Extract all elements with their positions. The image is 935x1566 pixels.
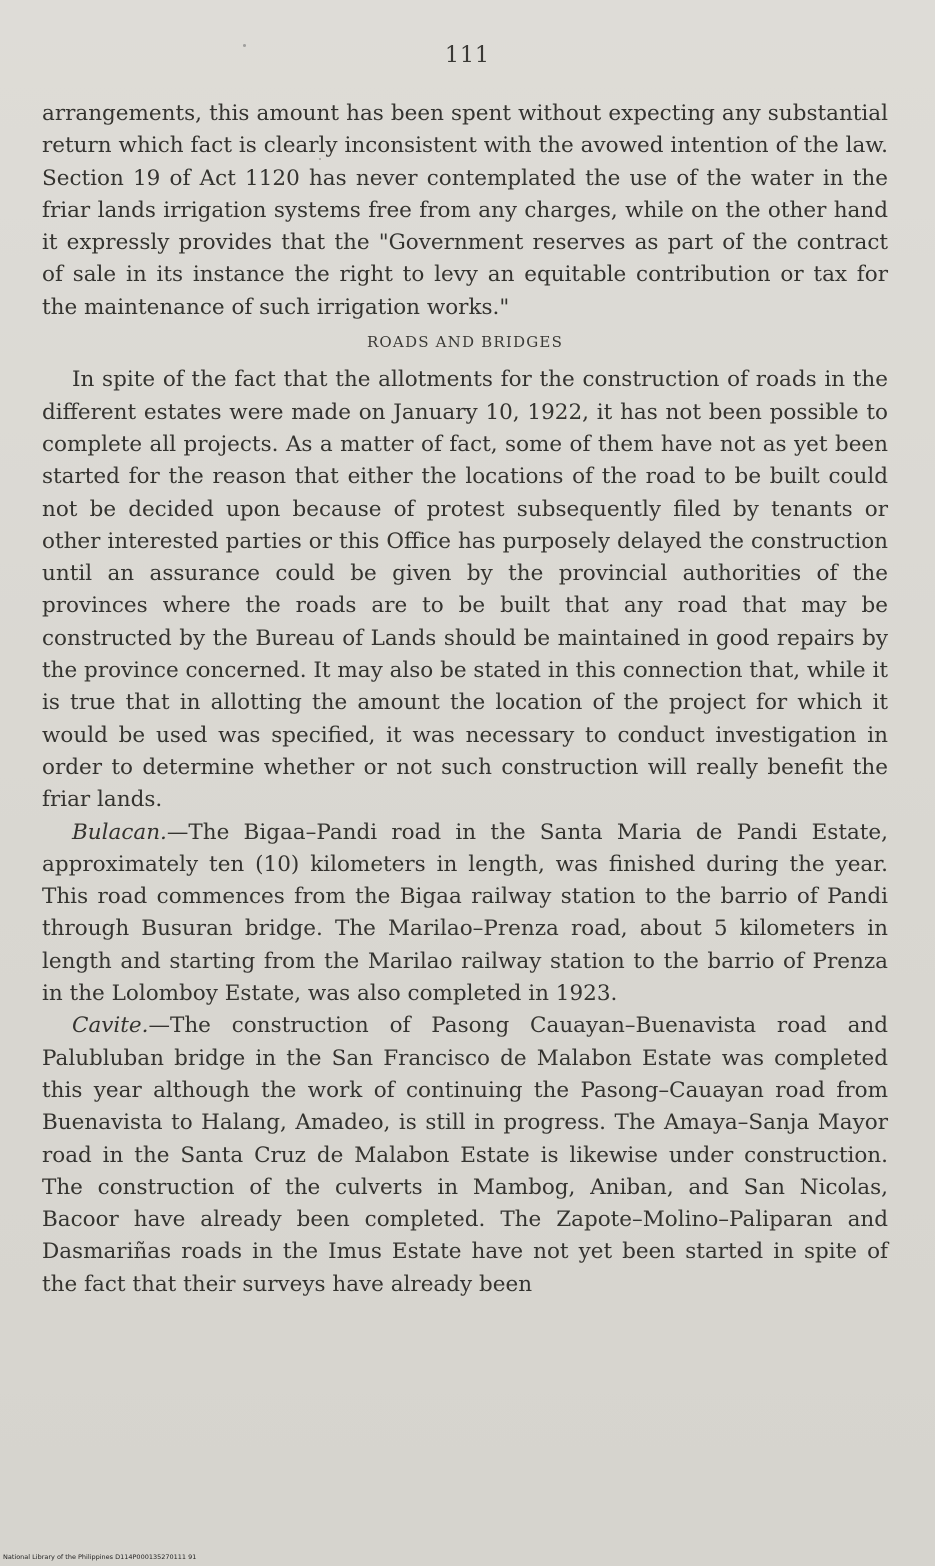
paragraph-bulacan xyxy=(42,817,888,1011)
cavite-lead: Cavite. xyxy=(72,1013,149,1039)
scan-footer: National Library of the Philippines D114P000135270111 91 xyxy=(3,1553,197,1561)
paragraph-cavite xyxy=(42,1010,888,1301)
bulacan-text: —The Bigaa–Pandi road in the Santa Maria de Pandi Estate, approximately ten (10) kilometers in length, was finished during the year. This road commences from the Bigaa railway station to the barrio of Pandi through Busuran bridge. The Marilao–Prenza road, about 5 kilometers in length and starting from the Marilao railway station to the barrio of Prenza in the Lolomboy Estate, was also completed in 1923. xyxy=(42,819,888,1007)
paragraph-roads-intro: In spite of the fact that the allotments for the construction of roads in the different estates were made on January 10, 1922, it has not been possible to complete all projects. As a matter of fact, some of them have not as yet been started for the reason that either the locations of the road to be built could not be decided upon because of protest subsequently filed by tenants or other interested parties or this Office has purposely delayed the construction until an assurance could be given by the provincial authorities of the provinces where the roads are to be built that any road that may be constructed by the Bureau of Lands should be maintained in good repairs by the province concerned. It may also be stated in this connection that, while it is true that in allotting the amount the location of the project for which it would be used was specified, it was necessary to conduct investigation in order to determine whether or not such construction will really benefit the friar lands. xyxy=(42,367,888,813)
body-text xyxy=(42,98,888,1301)
bulacan-lead: Bulacan. xyxy=(72,819,167,845)
paragraph-continuation: arrangements, this amount has been spent without expecting any substantial return which fact is clearly inconsistent with the avowed intention of the law. Section 19 of Act 1120 has never contemplated the use of the water in the friar lands irrigation systems free from any charges, while on the other hand it expressly provides that the "Government reserves as part of the contract of sale in its instance the right to levy an equitable contribution or tax for the maintenance of such irrigation works." xyxy=(42,101,888,320)
cavite-text: —The construction of Pasong Cauayan–Buenavista road and Palubluban bridge in the San Francisco de Malabon Estate was completed this year although the work of continuing the Pasong–Cauayan road from Buenavista to Halang, Amadeo, is still in progress. The Amaya–Sanja Mayor road in the Santa Cruz de Malabon Estate is likewise under construction. The construction of the culverts in Mambog, Aniban, and San Nicolas, Bacoor have already been completed. The Zapote–Molino–Paliparan and Dasmariñas roads in the Imus Estate have not yet been started in spite of the fact that their surveys have already been xyxy=(42,1013,888,1297)
page-number: 111 xyxy=(445,43,490,68)
section-heading: ROADS AND BRIDGES xyxy=(366,333,564,352)
